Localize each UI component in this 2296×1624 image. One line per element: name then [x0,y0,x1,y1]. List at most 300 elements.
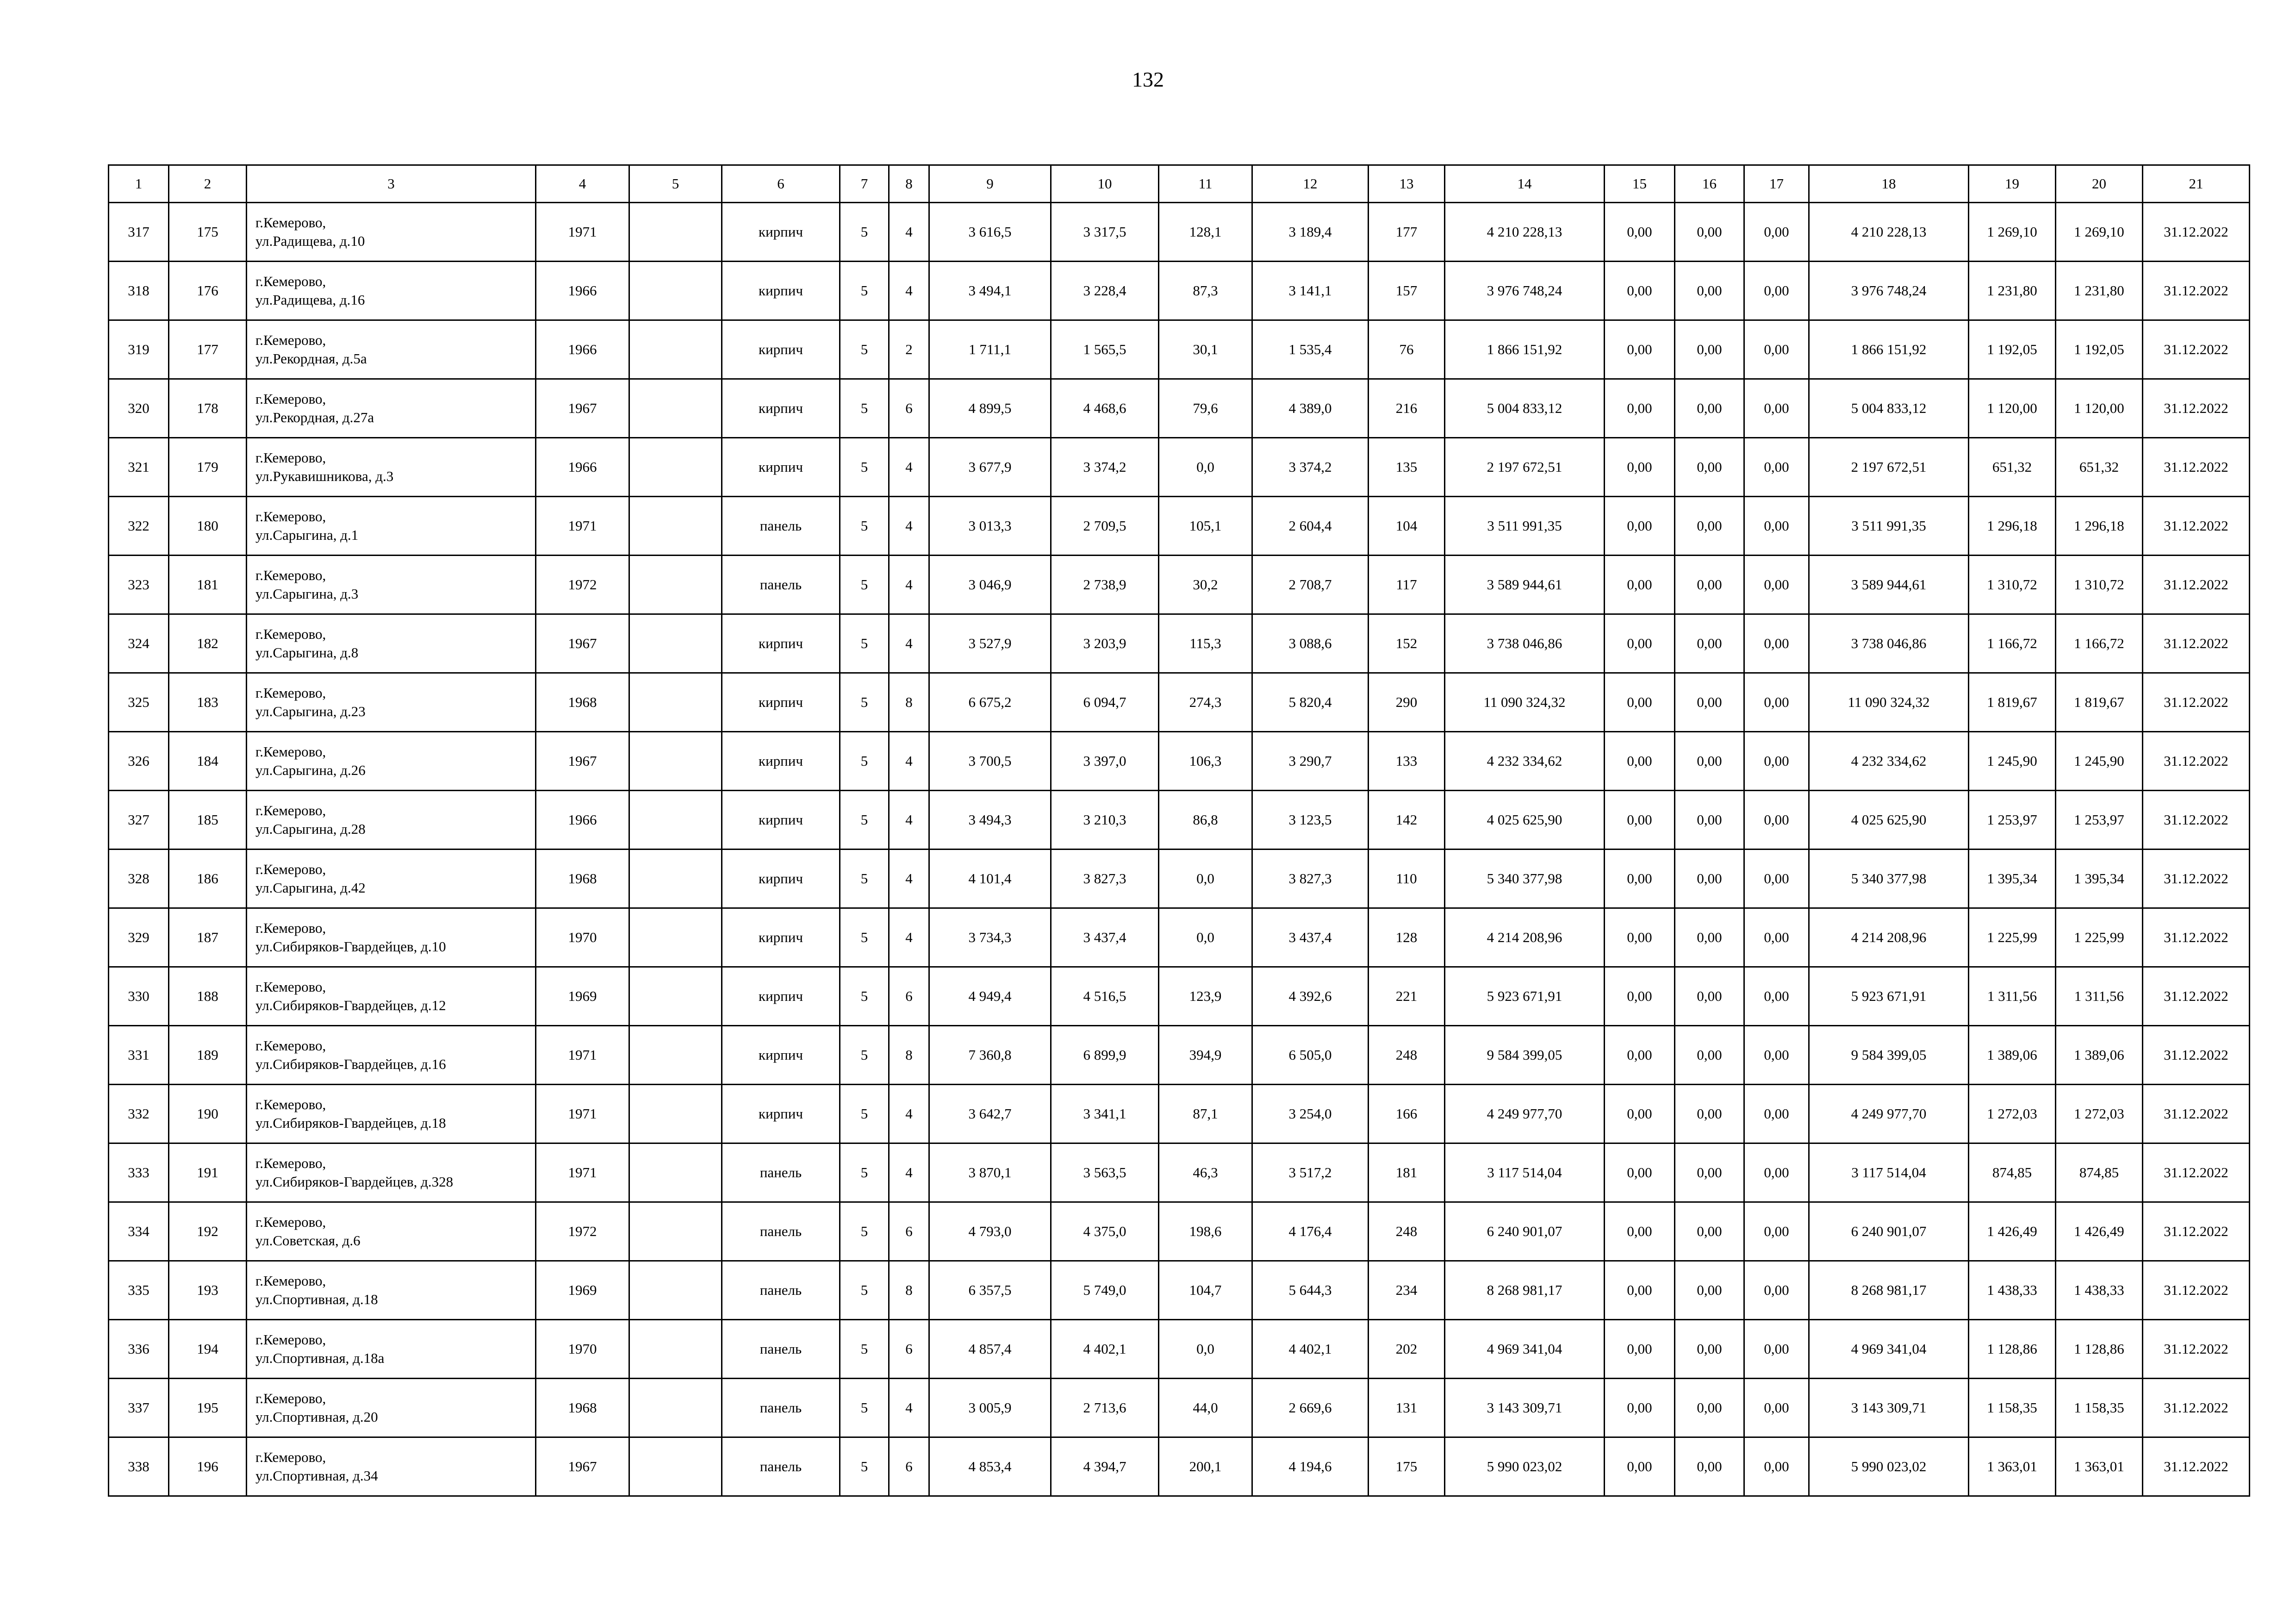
cell-col-18: 3 589 944,61 [1809,556,1969,614]
cell-col-6: кирпич [722,849,840,908]
cell-col-8: 4 [889,908,929,967]
cell-col-4: 1971 [536,497,629,556]
cell-col-12: 6 505,0 [1252,1026,1369,1085]
address-city: г.Кемерово, [255,861,326,877]
cell-col-9: 3 642,7 [929,1085,1051,1143]
table-row [109,1437,2250,1496]
address-street: ул.Спортивная, д.20 [255,1409,378,1425]
cell-col-8: 4 [889,849,929,908]
cell-col-2: 179 [169,438,247,497]
cell-col-2: 193 [169,1261,247,1320]
cell-col-16: 0,00 [1675,791,1744,849]
cell-col-20: 874,85 [2056,1143,2143,1202]
cell-col-17: 0,00 [1744,908,1809,967]
cell-col-10: 4 468,6 [1051,379,1159,438]
cell-col-19: 1 438,33 [1969,1261,2056,1320]
cell-col-18: 5 004 833,12 [1809,379,1969,438]
cell-col-14: 3 143 309,71 [1445,1379,1605,1437]
cell-col-13: 202 [1369,1320,1445,1379]
cell-col-19: 1 272,03 [1969,1085,2056,1143]
cell-col-10: 3 374,2 [1051,438,1159,497]
address-street: ул.Сибиряков-Гвардейцев, д.16 [255,1056,446,1072]
cell-col-21: 31.12.2022 [2143,262,2250,320]
cell-col-6: кирпич [722,908,840,967]
cell-col-12: 2 708,7 [1252,556,1369,614]
cell-col-13: 117 [1369,556,1445,614]
cell-col-2: 183 [169,673,247,732]
cell-col-20: 1 158,35 [2056,1379,2143,1437]
cell-col-2: 191 [169,1143,247,1202]
cell-col-2: 192 [169,1202,247,1261]
cell-col-13: 142 [1369,791,1445,849]
cell-col-6: кирпич [722,614,840,673]
cell-col-16: 0,00 [1675,320,1744,379]
cell-col-13: 152 [1369,614,1445,673]
cell-col-1: 336 [109,1320,169,1379]
cell-col-9: 1 711,1 [929,320,1051,379]
cell-col-7: 5 [840,497,889,556]
table-row [109,556,2250,614]
cell-col-5 [629,1143,722,1202]
cell-col-11: 46,3 [1159,1143,1252,1202]
cell-col-20: 1 192,05 [2056,320,2143,379]
cell-col-7: 5 [840,908,889,967]
cell-col-8: 6 [889,379,929,438]
cell-col-15: 0,00 [1605,1320,1675,1379]
cell-col-13: 133 [1369,732,1445,791]
table-row [109,967,2250,1026]
table-row [109,262,2250,320]
cell-col-19: 1 120,00 [1969,379,2056,438]
cell-col-5 [629,262,722,320]
cell-col-20: 1 120,00 [2056,379,2143,438]
address-street: ул.Сарыгина, д.23 [255,703,366,719]
cell-col-7: 5 [840,732,889,791]
cell-col-8: 4 [889,1085,929,1143]
cell-col-11: 128,1 [1159,203,1252,262]
cell-col-14: 2 197 672,51 [1445,438,1605,497]
cell-col-7: 5 [840,1143,889,1202]
cell-col-6: кирпич [722,262,840,320]
cell-col-12: 2 669,6 [1252,1379,1369,1437]
address-city: г.Кемерово, [255,450,326,466]
cell-col-1: 337 [109,1379,169,1437]
cell-col-21: 31.12.2022 [2143,497,2250,556]
cell-col-13: 290 [1369,673,1445,732]
cell-col-1: 335 [109,1261,169,1320]
cell-col-11: 79,6 [1159,379,1252,438]
cell-col-18: 4 025 625,90 [1809,791,1969,849]
cell-col-21: 31.12.2022 [2143,556,2250,614]
cell-col-19: 1 231,80 [1969,262,2056,320]
cell-col-21: 31.12.2022 [2143,673,2250,732]
cell-col-17: 0,00 [1744,1320,1809,1379]
cell-col-10: 2 713,6 [1051,1379,1159,1437]
cell-col-13: 181 [1369,1143,1445,1202]
cell-col-21: 31.12.2022 [2143,732,2250,791]
cell-col-18: 8 268 981,17 [1809,1261,1969,1320]
cell-col-4: 1966 [536,438,629,497]
table-row [109,320,2250,379]
cell-col-18: 4 210 228,13 [1809,203,1969,262]
cell-col-18: 5 990 023,02 [1809,1437,1969,1496]
cell-col-12: 1 535,4 [1252,320,1369,379]
cell-col-21: 31.12.2022 [2143,1026,2250,1085]
table-row [109,1261,2250,1320]
cell-col-15: 0,00 [1605,1261,1675,1320]
table-row [109,791,2250,849]
address-street: ул.Сибиряков-Гвардейцев, д.328 [255,1174,454,1190]
cell-col-7: 5 [840,967,889,1026]
cell-col-9: 4 101,4 [929,849,1051,908]
cell-col-18: 9 584 399,05 [1809,1026,1969,1085]
cell-col-18: 3 511 991,35 [1809,497,1969,556]
column-header-14: 14 [1445,165,1605,203]
cell-col-10: 3 397,0 [1051,732,1159,791]
column-header-16: 16 [1675,165,1744,203]
cell-col-4: 1970 [536,908,629,967]
cell-col-6: кирпич [722,1026,840,1085]
cell-col-10: 4 516,5 [1051,967,1159,1026]
cell-col-14: 1 866 151,92 [1445,320,1605,379]
cell-col-13: 110 [1369,849,1445,908]
cell-col-11: 123,9 [1159,967,1252,1026]
cell-col-16: 0,00 [1675,1202,1744,1261]
cell-col-15: 0,00 [1605,379,1675,438]
cell-col-10: 1 565,5 [1051,320,1159,379]
cell-col-6: кирпич [722,791,840,849]
cell-col-9: 3 013,3 [929,497,1051,556]
cell-col-13: 157 [1369,262,1445,320]
cell-col-19: 1 158,35 [1969,1379,2056,1437]
cell-col-15: 0,00 [1605,1026,1675,1085]
cell-col-5 [629,438,722,497]
table-row [109,379,2250,438]
address-street: ул.Спортивная, д.18а [255,1350,385,1366]
cell-col-11: 104,7 [1159,1261,1252,1320]
cell-col-16: 0,00 [1675,438,1744,497]
cell-col-10: 4 402,1 [1051,1320,1159,1379]
cell-col-2: 190 [169,1085,247,1143]
table-row [109,908,2250,967]
cell-col-17: 0,00 [1744,438,1809,497]
cell-col-6: панель [722,497,840,556]
cell-col-1: 325 [109,673,169,732]
address-city: г.Кемерово, [255,567,326,583]
address-cell [247,1143,536,1202]
cell-col-12: 3 517,2 [1252,1143,1369,1202]
cell-col-19: 1 389,06 [1969,1026,2056,1085]
address-street: ул.Рекордная, д.27а [255,409,374,425]
cell-col-10: 3 228,4 [1051,262,1159,320]
cell-col-9: 4 853,4 [929,1437,1051,1496]
cell-col-2: 196 [169,1437,247,1496]
cell-col-9: 6 675,2 [929,673,1051,732]
cell-col-4: 1971 [536,1026,629,1085]
cell-col-13: 234 [1369,1261,1445,1320]
cell-col-6: панель [722,556,840,614]
cell-col-9: 3 527,9 [929,614,1051,673]
cell-col-14: 6 240 901,07 [1445,1202,1605,1261]
cell-col-4: 1969 [536,967,629,1026]
cell-col-13: 248 [1369,1026,1445,1085]
cell-col-9: 3 046,9 [929,556,1051,614]
cell-col-2: 187 [169,908,247,967]
address-city: г.Кемерово, [255,1037,326,1054]
cell-col-4: 1967 [536,1437,629,1496]
cell-col-21: 31.12.2022 [2143,379,2250,438]
table-row [109,1379,2250,1437]
cell-col-14: 4 969 341,04 [1445,1320,1605,1379]
cell-col-4: 1968 [536,1379,629,1437]
cell-col-14: 8 268 981,17 [1445,1261,1605,1320]
address-cell [247,614,536,673]
cell-col-10: 5 749,0 [1051,1261,1159,1320]
address-cell [247,320,536,379]
cell-col-19: 874,85 [1969,1143,2056,1202]
cell-col-2: 185 [169,791,247,849]
cell-col-17: 0,00 [1744,556,1809,614]
cell-col-17: 0,00 [1744,1026,1809,1085]
cell-col-13: 135 [1369,438,1445,497]
cell-col-18: 4 249 977,70 [1809,1085,1969,1143]
column-header-9: 9 [929,165,1051,203]
cell-col-5 [629,1379,722,1437]
address-cell [247,1379,536,1437]
cell-col-20: 1 426,49 [2056,1202,2143,1261]
cell-col-17: 0,00 [1744,497,1809,556]
cell-col-8: 6 [889,967,929,1026]
cell-col-16: 0,00 [1675,1143,1744,1202]
cell-col-21: 31.12.2022 [2143,1437,2250,1496]
column-number-row [109,165,2250,203]
cell-col-7: 5 [840,379,889,438]
cell-col-20: 1 166,72 [2056,614,2143,673]
cell-col-1: 333 [109,1143,169,1202]
cell-col-19: 1 296,18 [1969,497,2056,556]
table-row [109,497,2250,556]
cell-col-9: 4 949,4 [929,967,1051,1026]
cell-col-21: 31.12.2022 [2143,1143,2250,1202]
address-street: ул.Радищева, д.10 [255,233,365,249]
cell-col-13: 248 [1369,1202,1445,1261]
cell-col-8: 8 [889,1026,929,1085]
address-street: ул.Сибиряков-Гвардейцев, д.10 [255,938,446,955]
address-cell [247,203,536,262]
cell-col-21: 31.12.2022 [2143,1261,2250,1320]
cell-col-14: 11 090 324,32 [1445,673,1605,732]
cell-col-4: 1971 [536,1085,629,1143]
cell-col-7: 5 [840,614,889,673]
cell-col-11: 30,2 [1159,556,1252,614]
cell-col-16: 0,00 [1675,908,1744,967]
address-city: г.Кемерово, [255,920,326,936]
cell-col-1: 326 [109,732,169,791]
cell-col-1: 319 [109,320,169,379]
cell-col-18: 3 976 748,24 [1809,262,1969,320]
cell-col-21: 31.12.2022 [2143,320,2250,379]
address-cell [247,673,536,732]
cell-col-1: 321 [109,438,169,497]
cell-col-14: 3 117 514,04 [1445,1143,1605,1202]
cell-col-12: 4 392,6 [1252,967,1369,1026]
cell-col-8: 4 [889,791,929,849]
cell-col-12: 3 437,4 [1252,908,1369,967]
cell-col-11: 44,0 [1159,1379,1252,1437]
cell-col-1: 323 [109,556,169,614]
address-city: г.Кемерово, [255,1390,326,1406]
cell-col-20: 1 389,06 [2056,1026,2143,1085]
cell-col-7: 5 [840,203,889,262]
cell-col-20: 1 395,34 [2056,849,2143,908]
address-city: г.Кемерово, [255,1331,326,1348]
cell-col-20: 1 310,72 [2056,556,2143,614]
cell-col-5 [629,967,722,1026]
cell-col-4: 1972 [536,556,629,614]
column-header-4: 4 [536,165,629,203]
cell-col-7: 5 [840,1437,889,1496]
cell-col-17: 0,00 [1744,614,1809,673]
cell-col-16: 0,00 [1675,556,1744,614]
cell-col-19: 1 128,86 [1969,1320,2056,1379]
cell-col-5 [629,849,722,908]
column-header-15: 15 [1605,165,1675,203]
cell-col-6: кирпич [722,732,840,791]
table-row [109,1026,2250,1085]
cell-col-15: 0,00 [1605,556,1675,614]
cell-col-16: 0,00 [1675,732,1744,791]
cell-col-12: 4 402,1 [1252,1320,1369,1379]
address-city: г.Кемерово, [255,1214,326,1230]
cell-col-12: 3 141,1 [1252,262,1369,320]
address-cell [247,791,536,849]
cell-col-7: 5 [840,438,889,497]
cell-col-21: 31.12.2022 [2143,1202,2250,1261]
cell-col-8: 6 [889,1437,929,1496]
cell-col-10: 3 210,3 [1051,791,1159,849]
cell-col-4: 1968 [536,673,629,732]
cell-col-17: 0,00 [1744,262,1809,320]
cell-col-6: кирпич [722,1085,840,1143]
cell-col-2: 195 [169,1379,247,1437]
cell-col-1: 322 [109,497,169,556]
cell-col-4: 1966 [536,320,629,379]
cell-col-10: 3 437,4 [1051,908,1159,967]
cell-col-17: 0,00 [1744,1379,1809,1437]
column-header-21: 21 [2143,165,2250,203]
cell-col-8: 4 [889,556,929,614]
cell-col-20: 1 819,67 [2056,673,2143,732]
cell-col-17: 0,00 [1744,1437,1809,1496]
table-row [109,732,2250,791]
cell-col-1: 324 [109,614,169,673]
page-number: 132 [1132,68,1164,91]
cell-col-10: 6 094,7 [1051,673,1159,732]
address-street: ул.Рекордная, д.5а [255,350,367,367]
column-header-7: 7 [840,165,889,203]
cell-col-21: 31.12.2022 [2143,967,2250,1026]
cell-col-11: 106,3 [1159,732,1252,791]
cell-col-1: 331 [109,1026,169,1085]
cell-col-11: 200,1 [1159,1437,1252,1496]
column-header-19: 19 [1969,165,2056,203]
cell-col-17: 0,00 [1744,1202,1809,1261]
cell-col-4: 1971 [536,203,629,262]
cell-col-15: 0,00 [1605,438,1675,497]
table-row [109,1143,2250,1202]
cell-col-17: 0,00 [1744,1085,1809,1143]
address-street: ул.Сибиряков-Гвардейцев, д.12 [255,997,446,1013]
cell-col-14: 5 990 023,02 [1445,1437,1605,1496]
cell-col-7: 5 [840,1320,889,1379]
cell-col-8: 4 [889,203,929,262]
cell-col-14: 4 214 208,96 [1445,908,1605,967]
column-header-13: 13 [1369,165,1445,203]
cell-col-15: 0,00 [1605,1379,1675,1437]
cell-col-7: 5 [840,1085,889,1143]
cell-col-16: 0,00 [1675,379,1744,438]
cell-col-21: 31.12.2022 [2143,1379,2250,1437]
cell-col-21: 31.12.2022 [2143,1320,2250,1379]
cell-col-9: 3 494,1 [929,262,1051,320]
cell-col-9: 7 360,8 [929,1026,1051,1085]
cell-col-2: 182 [169,614,247,673]
address-cell [247,379,536,438]
address-cell [247,967,536,1026]
cell-col-12: 2 604,4 [1252,497,1369,556]
cell-col-12: 3 374,2 [1252,438,1369,497]
address-city: г.Кемерово, [255,332,326,348]
cell-col-21: 31.12.2022 [2143,203,2250,262]
cell-col-17: 0,00 [1744,967,1809,1026]
cell-col-7: 5 [840,849,889,908]
cell-col-18: 4 214 208,96 [1809,908,1969,967]
cell-col-20: 1 438,33 [2056,1261,2143,1320]
table-row [109,1085,2250,1143]
cell-col-15: 0,00 [1605,497,1675,556]
cell-col-14: 4 249 977,70 [1445,1085,1605,1143]
address-city: г.Кемерово, [255,214,326,231]
cell-col-11: 274,3 [1159,673,1252,732]
address-city: г.Кемерово, [255,1449,326,1465]
cell-col-20: 651,32 [2056,438,2143,497]
cell-col-8: 4 [889,262,929,320]
table-row [109,438,2250,497]
cell-col-21: 31.12.2022 [2143,908,2250,967]
cell-col-4: 1968 [536,849,629,908]
cell-col-15: 0,00 [1605,614,1675,673]
cell-col-6: панель [722,1261,840,1320]
cell-col-10: 2 709,5 [1051,497,1159,556]
cell-col-16: 0,00 [1675,1026,1744,1085]
cell-col-17: 0,00 [1744,203,1809,262]
cell-col-10: 3 341,1 [1051,1085,1159,1143]
cell-col-5 [629,791,722,849]
cell-col-17: 0,00 [1744,320,1809,379]
cell-col-8: 4 [889,497,929,556]
cell-col-5 [629,497,722,556]
cell-col-9: 4 857,4 [929,1320,1051,1379]
cell-col-16: 0,00 [1675,1085,1744,1143]
cell-col-6: кирпич [722,967,840,1026]
cell-col-9: 4 793,0 [929,1202,1051,1261]
cell-col-2: 177 [169,320,247,379]
cell-col-13: 177 [1369,203,1445,262]
cell-col-12: 5 644,3 [1252,1261,1369,1320]
cell-col-8: 4 [889,1143,929,1202]
address-city: г.Кемерово, [255,1155,326,1171]
cell-col-18: 2 197 672,51 [1809,438,1969,497]
